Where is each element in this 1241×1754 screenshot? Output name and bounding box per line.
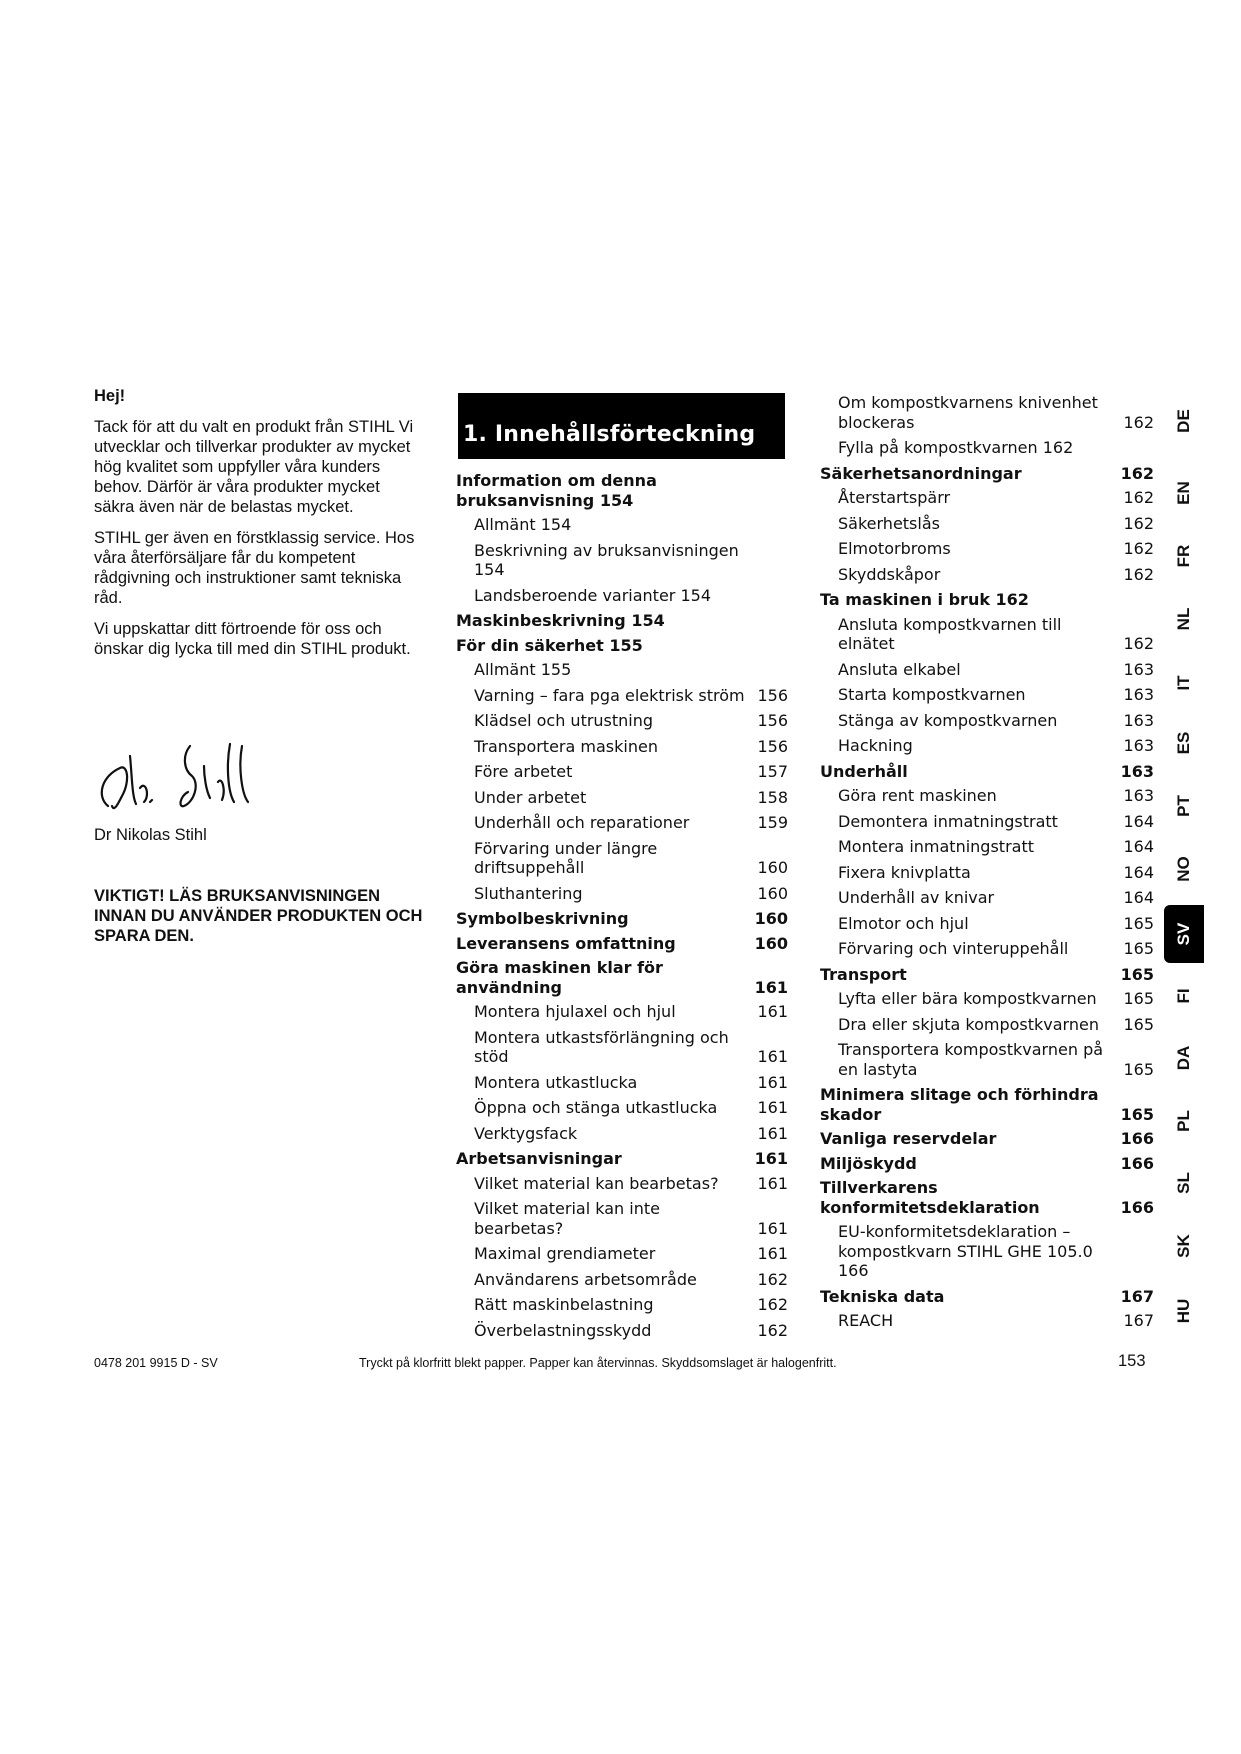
toc-entry-page: 161 (754, 977, 788, 997)
language-tab-it[interactable] (1164, 654, 1204, 712)
toc-entry-title: Lyfta eller bära kompostkvarnen (838, 989, 1097, 1008)
toc-entry-title: Före arbetet (474, 762, 573, 781)
toc-entry-page: 163 (1123, 710, 1154, 730)
toc-entry-page: 156 (757, 685, 788, 705)
toc-entry-page: 161 (754, 1149, 788, 1168)
toc-entry-title: Vilket material kan inte bearbetas? (474, 1199, 660, 1238)
toc-entry-page: 164 (1123, 862, 1154, 882)
toc-entry-title: Information om denna bruksanvisning 154 (456, 471, 657, 510)
toc-entry-page: 162 (1123, 488, 1154, 507)
toc-entry[interactable] (456, 471, 788, 510)
language-tab-fr[interactable] (1164, 527, 1204, 585)
toc-entry[interactable] (820, 1129, 1154, 1149)
signature-image (92, 736, 262, 826)
language-tab-label: PL (1174, 1110, 1193, 1132)
toc-entry[interactable] (820, 888, 1154, 908)
page-number: 153 (1118, 1352, 1146, 1370)
toc-entry-title: Tillverkarens konformitetsdeklaration (820, 1178, 1040, 1217)
toc-entry-title: Sluthantering (474, 883, 583, 903)
language-tab-nl[interactable] (1164, 590, 1204, 648)
toc-entry[interactable] (456, 660, 788, 680)
toc-entry-page: 165 (1123, 989, 1154, 1008)
language-tab-label: SL (1174, 1172, 1193, 1194)
language-tab-fi[interactable] (1164, 967, 1204, 1025)
toc-entry[interactable] (456, 1321, 788, 1341)
toc-entry-page: 161 (757, 1072, 788, 1092)
toc-entry-page: 161 (757, 1244, 788, 1263)
toc-entry[interactable] (456, 686, 788, 706)
toc-entry-title: Varning – fara pga elektrisk ström (474, 685, 745, 705)
toc-entry-title: Demontera inmatningstratt (838, 811, 1058, 831)
toc-entry-page: 162 (1123, 539, 1154, 558)
toc-entry-page: 161 (757, 1047, 788, 1066)
toc-entry-title: Vanliga reservdelar (820, 1129, 997, 1148)
toc-entry[interactable] (456, 1073, 788, 1093)
language-tab-label: EN (1174, 481, 1193, 505)
toc-entry[interactable] (820, 1178, 1154, 1217)
language-tab-label: IT (1174, 675, 1193, 691)
toc-entry-page: 166 (1120, 1129, 1154, 1148)
toc-entry-title: Underhåll och reparationer (474, 813, 690, 832)
toc-entry-title: Rätt maskinbelastning (474, 1295, 654, 1314)
toc-entry-page: 162 (1123, 412, 1154, 432)
toc-entry[interactable] (820, 762, 1154, 782)
language-tab-label: DA (1174, 1045, 1193, 1071)
toc-entry[interactable] (820, 1154, 1154, 1174)
toc-entry-page: 161 (757, 1218, 788, 1238)
toc-entry-title: Förvaring och vinteruppehåll (838, 939, 1069, 958)
toc-entry-page: 165 (1120, 1104, 1154, 1124)
toc-entry-title: Maximal grendiameter (474, 1244, 656, 1263)
toc-entry[interactable] (456, 711, 788, 731)
toc-entry-title: Maskinbeskrivning 154 (456, 611, 665, 630)
toc-entry[interactable] (456, 839, 788, 878)
toc-entry-page: 165 (1123, 913, 1154, 933)
toc-entry-page: 160 (754, 933, 788, 953)
toc-entry-title: Om kompostkvarnens knivenhet blockeras (838, 393, 1098, 432)
toc-entry-title: Ansluta kompostkvarnen till elnätet (838, 614, 1062, 653)
toc-entry-page: 166 (1120, 1197, 1154, 1217)
language-tab-pt[interactable] (1164, 777, 1204, 835)
toc-entry-title: Leveransens omfattning (456, 933, 676, 953)
toc-entry[interactable] (820, 1311, 1154, 1331)
toc-entry-title: Vilket material kan bearbetas? (474, 1173, 719, 1193)
language-tab-hu[interactable] (1164, 1282, 1204, 1340)
toc-entry[interactable] (820, 989, 1154, 1009)
toc-entry-title: EU-konformitetsdeklaration – kompostkvarn STIHL GHE 105.0 166 (838, 1222, 1093, 1280)
toc-entry-page: 164 (1123, 888, 1154, 907)
language-tab-label: NO (1174, 856, 1193, 882)
language-tab-label: PT (1174, 795, 1193, 817)
toc-entry-title: Transport (820, 964, 907, 984)
toc-entry-page: 166 (1120, 1153, 1154, 1173)
toc-heading-text: 1. Innehållsförteckning (463, 422, 756, 447)
toc-entry[interactable] (456, 636, 788, 656)
toc-entry-page: 158 (757, 787, 788, 807)
toc-entry-title: Starta kompostkvarnen (838, 685, 1026, 704)
language-tab-sl[interactable] (1164, 1154, 1204, 1212)
toc-entry-title: Fylla på kompostkvarnen 162 (838, 438, 1074, 457)
language-tab-label: FI (1174, 988, 1193, 1004)
toc-entry[interactable] (456, 934, 788, 954)
toc-entry[interactable] (456, 1244, 788, 1264)
toc-entry[interactable] (820, 1222, 1154, 1281)
toc-entry-page: 164 (1123, 811, 1154, 831)
toc-entry-title: Montera utkastlucka (474, 1072, 638, 1092)
language-tab-pl[interactable] (1164, 1092, 1204, 1150)
toc-entry[interactable] (820, 812, 1154, 832)
toc-entry-title: Hackning (838, 736, 913, 755)
toc-entry-page: 156 (757, 711, 788, 730)
language-tab-label: NL (1174, 607, 1193, 631)
paper-note: Tryckt på klorfritt blekt papper. Papper kan återvinnas. Skyddsomslaget är halogenfritt. (359, 1356, 837, 1370)
toc-entry-title: Säkerhetsanordningar (820, 463, 1022, 483)
toc-entry[interactable] (820, 565, 1154, 585)
toc-entry-title: Göra rent maskinen (838, 786, 997, 805)
toc-entry[interactable] (820, 514, 1154, 534)
toc-entry-title: Montera hjulaxel och hjul (474, 1002, 676, 1021)
language-tab-label: SK (1174, 1234, 1193, 1258)
toc-entry-page: 161 (757, 1123, 788, 1143)
toc-entry-page: 162 (1120, 463, 1154, 483)
toc-entry-title: Landsberoende varianter 154 (474, 585, 711, 605)
toc-entry-page: 160 (757, 858, 788, 877)
toc-entry-page: 163 (1123, 786, 1154, 805)
language-tab-sk[interactable] (1164, 1217, 1204, 1275)
toc-entry-page: 165 (1120, 964, 1154, 984)
toc-entry-page: 162 (757, 1269, 788, 1289)
language-tab-label: FR (1174, 544, 1193, 568)
toc-entry[interactable] (456, 586, 788, 606)
toc-entry-page: 156 (757, 736, 788, 756)
language-tab-label: HU (1174, 1298, 1193, 1324)
toc-entry-page: 160 (757, 883, 788, 903)
toc-entry[interactable] (456, 541, 788, 580)
toc-entry[interactable] (820, 615, 1154, 654)
toc-entry-title: Säkerhetslås (838, 513, 940, 533)
toc-entry-page: 162 (1123, 634, 1154, 653)
toc-entry-title: Fixera knivplatta (838, 862, 971, 882)
toc-entry[interactable] (820, 965, 1154, 985)
toc-entry-title: Användarens arbetsområde (474, 1269, 697, 1289)
toc-entry[interactable] (820, 1015, 1154, 1035)
toc-entry[interactable] (456, 1098, 788, 1118)
signer-name: Dr Nikolas Stihl (94, 826, 207, 844)
language-tab-no[interactable] (1164, 840, 1204, 898)
toc-entry[interactable] (456, 1028, 788, 1067)
toc-entry-page: 162 (1123, 513, 1154, 533)
toc-entry-page: 165 (1123, 1014, 1154, 1034)
toc-entry[interactable] (456, 788, 788, 808)
toc-entry[interactable] (820, 464, 1154, 484)
language-tab-da[interactable] (1164, 1029, 1204, 1087)
toc-entry[interactable] (456, 884, 788, 904)
toc-entry-page: 167 (1120, 1286, 1154, 1306)
intro-paragraph-1: Tack för att du valt en produkt från STIHL Vi utvecklar och tillverkar produkter av mycket hög kvalitet som uppfyller våra kunders behov. Därför är våra produkter mycket säkra även när de belastas mycket. (94, 418, 414, 516)
language-tab-label: DE (1174, 409, 1193, 433)
intro-paragraph-2: STIHL ger även en förstklassig service. Hos våra återförsäljare får du kompetent rådgivning och instruktioner samt tekniska råd. (94, 529, 415, 607)
toc-entry-title: Skyddskåpor (838, 564, 941, 584)
toc-entry-title: För din säkerhet 155 (456, 635, 643, 655)
intro-text (94, 386, 424, 670)
toc-entry-title: Öppna och stänga utkastlucka (474, 1098, 718, 1117)
toc-entry-page: 163 (1123, 685, 1154, 704)
toc-entry-title: REACH (838, 1311, 894, 1330)
toc-entry[interactable] (456, 1270, 788, 1290)
toc-column-2 (456, 471, 788, 1346)
toc-entry-title: Verktygsfack (474, 1123, 578, 1143)
toc-entry-title: Symbolbeskrivning (456, 909, 629, 928)
toc-entry[interactable] (820, 685, 1154, 705)
toc-entry[interactable] (456, 1174, 788, 1194)
language-tab-en[interactable] (1164, 464, 1204, 522)
toc-entry-page: 162 (757, 1320, 788, 1340)
toc-entry[interactable] (456, 958, 788, 997)
language-tabs (1164, 392, 1204, 1332)
toc-entry[interactable] (456, 1199, 788, 1238)
toc-entry[interactable] (456, 1149, 788, 1169)
toc-entry-page: 163 (1123, 659, 1154, 679)
toc-entry[interactable] (456, 762, 788, 782)
toc-entry-title: Återstartspärr (838, 488, 951, 507)
language-tab-es[interactable] (1164, 714, 1204, 772)
toc-entry[interactable] (456, 737, 788, 757)
toc-entry-title: Montera inmatningstratt (838, 837, 1034, 856)
language-tab-label: SV (1174, 922, 1193, 946)
toc-entry-title: Elmotorbroms (838, 539, 951, 558)
toc-entry-title: Tekniska data (820, 1286, 945, 1306)
toc-entry[interactable] (456, 813, 788, 833)
toc-entry-page: 161 (757, 1173, 788, 1193)
toc-entry-page: 157 (757, 762, 788, 781)
toc-entry[interactable] (456, 515, 788, 535)
toc-entry-title: Montera utkastsförlängning och stöd (474, 1027, 729, 1066)
toc-entry-title: Allmänt 155 (474, 660, 572, 679)
toc-entry-title: Underhåll (820, 761, 908, 781)
toc-entry-title: Elmotor och hjul (838, 913, 969, 933)
toc-entry-title: Underhåll av knivar (838, 888, 995, 907)
toc-entry-title: Minimera slitage och förhindra skador (820, 1085, 1099, 1124)
toc-entry-title: Transportera kompostkvarnen på en lastyta (838, 1040, 1104, 1079)
toc-entry-title: Dra eller skjuta kompostkvarnen (838, 1014, 1099, 1034)
language-tab-sv[interactable] (1164, 905, 1204, 963)
toc-entry-title: Stänga av kompostkvarnen (838, 710, 1058, 730)
toc-entry-page: 164 (1123, 837, 1154, 856)
toc-entry-page: 165 (1123, 939, 1154, 958)
language-tab-label: ES (1174, 731, 1193, 755)
toc-entry[interactable] (820, 660, 1154, 680)
toc-entry[interactable] (456, 909, 788, 929)
toc-entry[interactable] (820, 939, 1154, 959)
toc-entry[interactable] (820, 1287, 1154, 1307)
toc-entry[interactable] (820, 393, 1154, 432)
toc-column-3 (820, 393, 1154, 1337)
toc-entry[interactable] (456, 611, 788, 631)
toc-entry-page: 163 (1120, 761, 1154, 781)
toc-entry[interactable] (820, 863, 1154, 883)
toc-entry-page: 159 (757, 813, 788, 832)
toc-entry[interactable] (820, 438, 1154, 458)
language-tab-de[interactable] (1164, 392, 1204, 450)
toc-entry-page: 162 (1123, 564, 1154, 584)
toc-entry[interactable] (820, 1085, 1154, 1124)
toc-entry[interactable] (456, 1295, 788, 1315)
toc-entry-title: Överbelastningsskydd (474, 1320, 652, 1340)
toc-entry-page: 161 (757, 1098, 788, 1117)
toc-entry[interactable] (820, 711, 1154, 731)
toc-entry-page: 165 (1123, 1059, 1154, 1079)
toc-entry-title: Ta maskinen i bruk 162 (820, 590, 1029, 609)
toc-entry-title: Under arbetet (474, 787, 587, 807)
toc-entry-page: 160 (754, 909, 788, 928)
toc-entry-page: 161 (757, 1002, 788, 1021)
intro-paragraph-3: Vi uppskattar ditt förtroende för oss och önskar dig lycka till med din STIHL produkt. (94, 620, 411, 658)
toc-entry-title: Miljöskydd (820, 1153, 917, 1173)
toc-entry-title: Ansluta elkabel (838, 659, 961, 679)
toc-entry[interactable] (820, 1040, 1154, 1079)
toc-entry[interactable] (820, 539, 1154, 559)
toc-entry-title: Allmänt 154 (474, 515, 572, 534)
document-code: 0478 201 9915 D - SV (94, 1356, 218, 1370)
toc-entry[interactable] (456, 1002, 788, 1022)
toc-entry[interactable] (820, 488, 1154, 508)
toc-entry-title: Förvaring under längre driftsuppehåll (474, 838, 658, 877)
toc-heading (458, 393, 785, 459)
toc-entry-title: Göra maskinen klar för användning (456, 958, 663, 997)
toc-entry[interactable] (820, 837, 1154, 857)
toc-entry[interactable] (456, 1124, 788, 1144)
important-notice: VIKTIGT! LÄS BRUKSANVISNINGEN INNAN DU ANVÄNDER PRODUKTEN OCH SPARA DEN. (94, 887, 423, 945)
toc-entry-title: Beskrivning av bruksanvisningen 154 (474, 540, 739, 579)
toc-entry-title: Klädsel och utrustning (474, 711, 654, 730)
toc-entry-page: 167 (1123, 1311, 1154, 1330)
toc-entry-title: Transportera maskinen (474, 736, 658, 756)
toc-entry[interactable] (820, 786, 1154, 806)
toc-entry-title: Arbetsanvisningar (456, 1149, 622, 1168)
toc-entry[interactable] (820, 590, 1154, 610)
greeting: Hej! (94, 387, 126, 405)
toc-entry-page: 163 (1123, 736, 1154, 755)
toc-entry[interactable] (820, 914, 1154, 934)
toc-entry-page: 162 (757, 1295, 788, 1314)
toc-entry[interactable] (820, 736, 1154, 756)
